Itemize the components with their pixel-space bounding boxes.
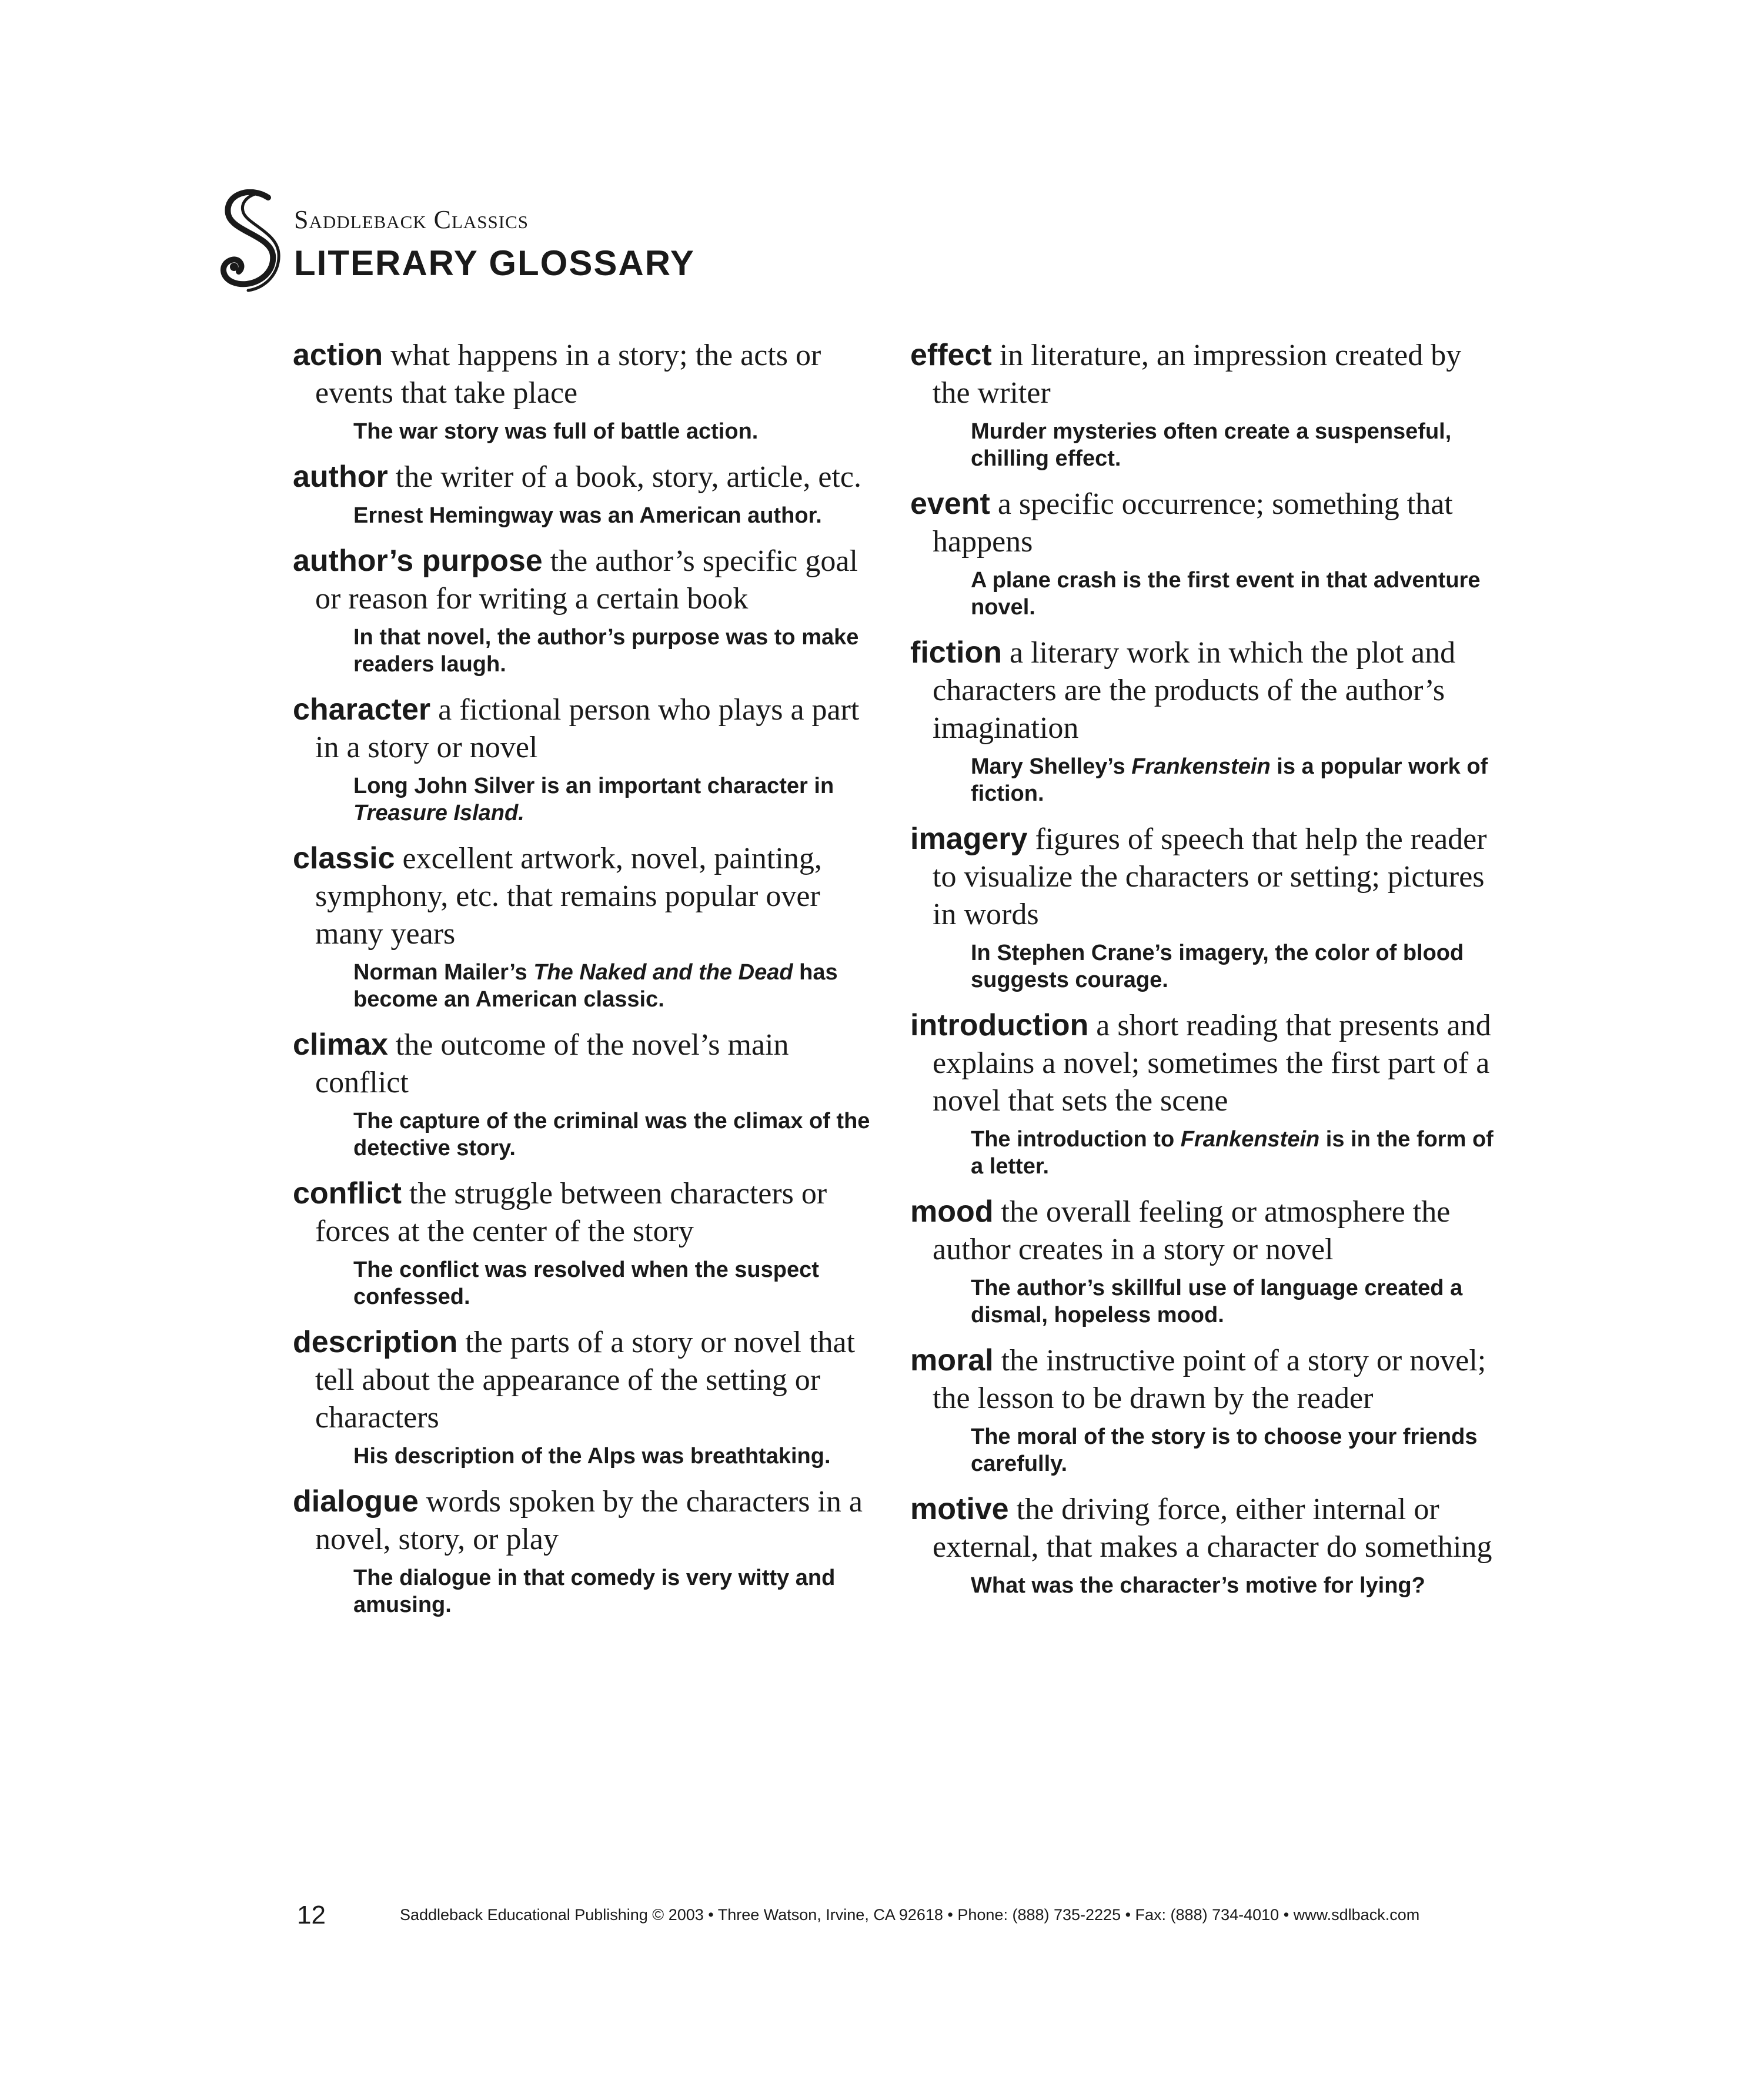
entry-definition-line	[910, 634, 1498, 747]
usage-example	[971, 418, 1498, 472]
glossary-entry	[910, 820, 1498, 994]
glossary-term: imagery	[910, 822, 1028, 856]
glossary-definition: the instructive point of a story or novel; the lesson to be drawn by the reader	[933, 1344, 1486, 1415]
glossary-term: author’s purpose	[293, 544, 543, 578]
example-text: Mary Shelley’s	[971, 754, 1132, 779]
usage-example	[971, 753, 1498, 807]
usage-example	[353, 772, 881, 827]
glossary-definition: in literature, an impression created by the writer	[933, 339, 1462, 410]
example-text: The author’s skillful use of language created a dismal, hopeless mood.	[971, 1276, 1463, 1327]
glossary-definition: the writer of a book, story, article, etc.	[395, 460, 861, 494]
entry-definition-line	[293, 1483, 881, 1558]
usage-example	[971, 1423, 1498, 1477]
glossary-entry	[910, 634, 1498, 807]
glossary-definition: the driving force, either internal or external, that makes a character do something	[933, 1493, 1492, 1564]
glossary-term: mood	[910, 1195, 994, 1229]
series-name: Saddleback Classics	[294, 205, 529, 234]
example-text: His description of the Alps was breathtaking.	[353, 1444, 831, 1469]
glossary-definition: a specific occurrence; something that happens	[933, 487, 1453, 558]
example-text: is a popular work of fiction.	[971, 754, 1488, 806]
entry-definition-line	[293, 336, 881, 412]
example-text: A plane crash is the first event in that adventure novel.	[971, 568, 1481, 620]
glossary-definition: a fictional person who plays a part in a story or novel	[315, 693, 860, 764]
entry-definition-line	[910, 1006, 1498, 1120]
example-text: The introduction to	[971, 1127, 1181, 1152]
glossary-entry	[293, 1026, 881, 1162]
usage-example	[971, 939, 1498, 994]
page-title: LITERARY GLOSSARY	[294, 243, 695, 283]
entry-definition-line	[910, 1193, 1498, 1269]
glossary-entry	[293, 336, 881, 445]
entry-definition-line	[293, 840, 881, 953]
glossary-definition: a literary work in which the plot and characters are the products of the author’s imagination	[933, 636, 1456, 745]
glossary-entry	[910, 1006, 1498, 1180]
usage-example	[971, 1126, 1498, 1180]
glossary-definition: the overall feeling or atmosphere the author creates in a story or novel	[933, 1195, 1451, 1266]
usage-example	[353, 959, 881, 1013]
glossary-definition: the struggle between characters or forces at the center of the story	[315, 1177, 827, 1248]
example-text: is in the form of a letter.	[971, 1127, 1494, 1179]
example-text: The war story was full of battle action.	[353, 419, 759, 444]
glossary-term: classic	[293, 841, 395, 875]
entry-definition-line	[293, 1175, 881, 1250]
usage-example	[971, 1275, 1498, 1329]
example-title-italic: Treasure Island.	[353, 801, 524, 825]
glossary-entry	[910, 1342, 1498, 1477]
glossary-term: author	[293, 460, 388, 494]
glossary-definition: words spoken by the characters in a novel, story, or play	[315, 1485, 863, 1556]
glossary-definition: a short reading that presents and explains a novel; sometimes the first part of a novel that sets the scene	[933, 1009, 1491, 1118]
example-text: The conflict was resolved when the suspect confessed.	[353, 1257, 819, 1309]
glossary-term: introduction	[910, 1008, 1089, 1042]
glossary-entry	[910, 336, 1498, 472]
example-text: The moral of the story is to choose your friends carefully.	[971, 1424, 1478, 1476]
entry-definition-line	[293, 1323, 881, 1437]
entry-definition-line	[910, 336, 1498, 412]
glossary-definition: excellent artwork, novel, painting, symphony, etc. that remains popular over many years	[315, 842, 822, 951]
usage-example	[353, 1256, 881, 1310]
glossary-definition: the author’s specific goal or reason for writing a certain book	[315, 544, 858, 616]
glossary-definition: what happens in a story; the acts or events that take place	[315, 339, 821, 410]
glossary-column-left	[293, 336, 881, 1631]
glossary-entry	[293, 691, 881, 827]
glossary-entry	[293, 1175, 881, 1310]
example-text: has become an American classic.	[353, 960, 838, 1012]
entry-definition-line	[293, 1026, 881, 1102]
usage-example	[971, 1572, 1498, 1599]
glossary-definition: figures of speech that help the reader to visualize the characters or setting; pictures in words	[933, 822, 1487, 931]
glossary-term: character	[293, 693, 431, 727]
page-number: 12	[297, 1901, 326, 1929]
example-title-italic: Frankenstein	[1180, 1127, 1320, 1152]
glossary-definition: the outcome of the novel’s main conflict	[315, 1028, 789, 1099]
saddleback-s-logo-icon	[216, 189, 287, 295]
glossary-term: fiction	[910, 636, 1002, 670]
glossary-entry	[910, 1490, 1498, 1599]
glossary-entry	[910, 1193, 1498, 1329]
example-text: In Stephen Crane’s imagery, the color of blood suggests courage.	[971, 941, 1464, 992]
example-title-italic: The Naked and the Dead	[533, 960, 793, 985]
glossary-column-right	[910, 336, 1498, 1612]
glossary-definition: the parts of a story or novel that tell about the appearance of the setting or characters	[315, 1326, 856, 1434]
glossary-entry	[293, 1483, 881, 1618]
publisher-footer: Saddleback Educational Publishing © 2003 • Three Watson, Irvine, CA 92618 • Phone: (888) 735-2225 • Fax: (888) 734-4010 • www.sdlback.com	[400, 1906, 1420, 1924]
entry-definition-line	[910, 1342, 1498, 1417]
glossary-term: conflict	[293, 1176, 402, 1210]
usage-example	[353, 1564, 881, 1618]
glossary-term: climax	[293, 1028, 388, 1062]
glossary-term: action	[293, 338, 383, 372]
entry-definition-line	[293, 542, 881, 618]
entry-definition-line	[293, 691, 881, 767]
usage-example	[353, 624, 881, 678]
example-text: The capture of the criminal was the climax of the detective story.	[353, 1109, 870, 1160]
usage-example	[353, 502, 881, 529]
glossary-term: effect	[910, 338, 992, 372]
entry-definition-line	[910, 485, 1498, 561]
example-text: In that novel, the author’s purpose was to make readers laugh.	[353, 625, 859, 677]
example-text: What was the character’s motive for lying?	[971, 1573, 1425, 1598]
example-text: Ernest Hemingway was an American author.	[353, 503, 822, 528]
glossary-term: dialogue	[293, 1484, 419, 1519]
entry-definition-line	[293, 458, 881, 496]
glossary-term: motive	[910, 1492, 1009, 1526]
example-text: Norman Mailer’s	[353, 960, 534, 985]
glossary-term: description	[293, 1325, 458, 1359]
example-text: The dialogue in that comedy is very witty and amusing.	[353, 1566, 836, 1617]
entry-definition-line	[910, 820, 1498, 934]
glossary-entry	[293, 1323, 881, 1470]
entry-definition-line	[910, 1490, 1498, 1566]
usage-example	[353, 418, 881, 445]
usage-example	[971, 567, 1498, 621]
usage-example	[353, 1443, 881, 1470]
example-text: Long John Silver is an important character in	[353, 774, 834, 798]
glossary-entry	[293, 542, 881, 678]
glossary-entry	[293, 840, 881, 1013]
glossary-entry	[910, 485, 1498, 621]
example-text: Murder mysteries often create a suspenseful, chilling effect.	[971, 419, 1452, 471]
glossary-term: moral	[910, 1343, 994, 1377]
glossary-entry	[293, 458, 881, 529]
glossary-term: event	[910, 487, 990, 521]
usage-example	[353, 1108, 881, 1162]
example-title-italic: Frankenstein	[1131, 754, 1271, 779]
